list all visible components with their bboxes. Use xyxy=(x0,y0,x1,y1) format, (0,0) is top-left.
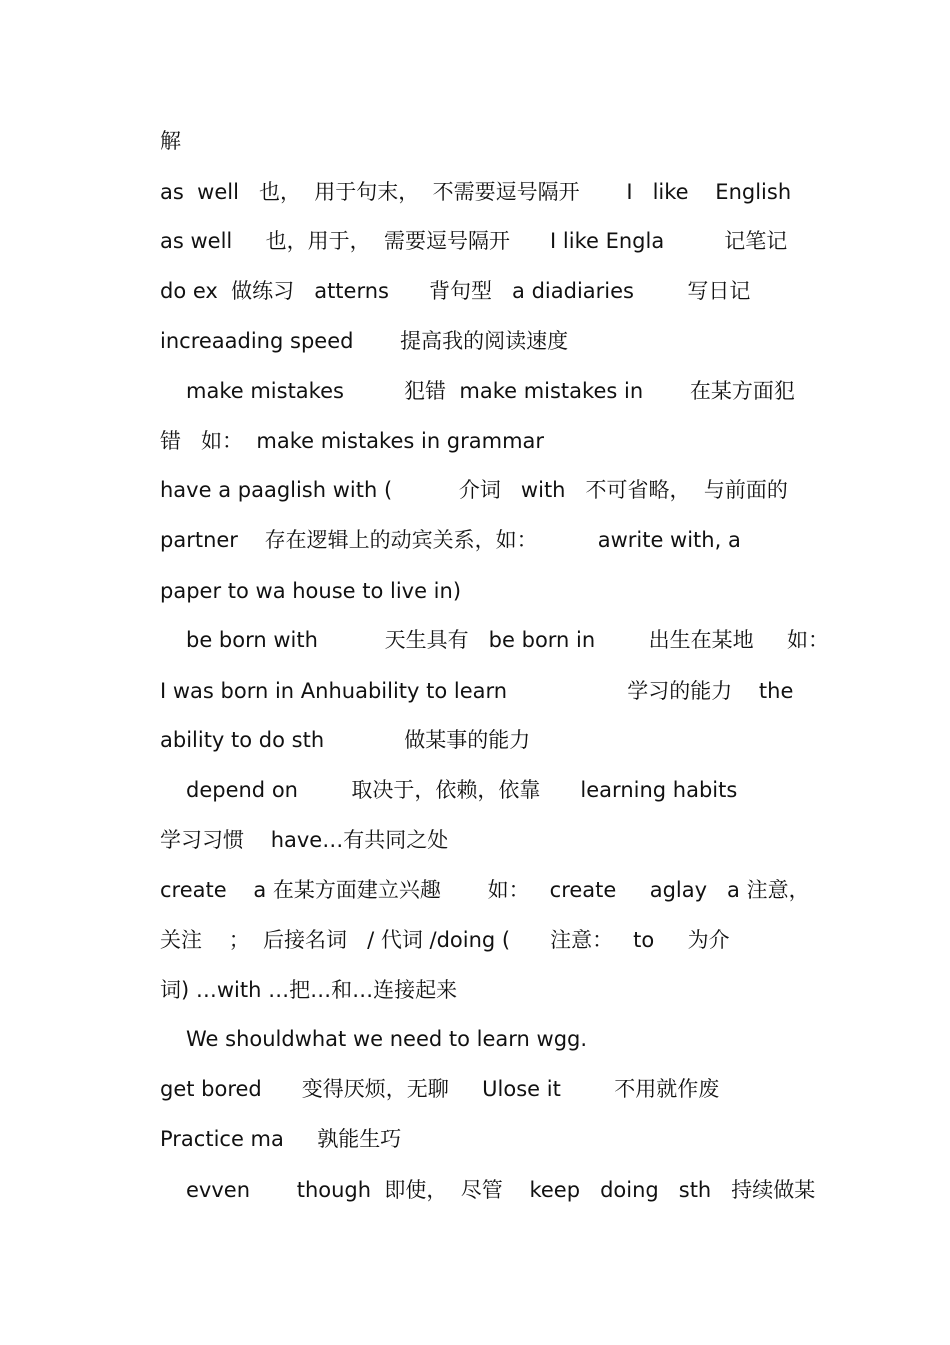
text-line: paper to wa house to live in) xyxy=(160,579,462,603)
text-line: increaading speed 提高我的阅读速度 xyxy=(160,329,569,353)
text-line: be born with 天生具有 be born in 出生在某地 如： xyxy=(186,628,829,652)
text-line: Practice ma 孰能生巧 xyxy=(160,1127,402,1151)
text-line: We shouldwhat we need to learn wgg. xyxy=(186,1027,588,1051)
text-line: do ex 做练习 atterns 背句型 a diadiaries 写日记 xyxy=(160,279,751,303)
text-line: 关注 ； 后接名词 / 代词 /doing ( 注意： to 为介 xyxy=(160,928,730,952)
text-line: ability to do sth 做某事的能力 xyxy=(160,728,531,752)
text-line: have a paaglish with ( 介词 with 不可省略， 与前面的 xyxy=(160,478,788,502)
text-line: evven though 即使， 尽管 keep doing sth 持续做某 xyxy=(186,1178,816,1202)
text-line: make mistakes 犯错 make mistakes in 在某方面犯 xyxy=(186,379,795,403)
text-line: partner 存在逻辑上的动宾关系，如： awrite with, a xyxy=(160,528,741,552)
text-line: depend on 取决于，依赖，依靠 learning habits xyxy=(186,778,738,802)
text-line: 错 如： make mistakes in grammar xyxy=(160,429,545,453)
text-line: get bored 变得厌烦，无聊 Ulose it 不用就作废 xyxy=(160,1077,720,1101)
text-line: 词) …with …把…和…连接起来 xyxy=(160,978,458,1002)
text-line: create a 在某方面建立兴趣 如： create aglay a 注意， xyxy=(160,878,810,902)
text-line: as well 也，用于， 需要逗号隔开 I like Engla 记笔记 xyxy=(160,229,788,253)
text-line: as well 也， 用于句末， 不需要逗号隔开 I like English xyxy=(160,180,792,204)
text-line: 学习习惯 have…有共同之处 xyxy=(160,828,449,852)
text-line: 解 xyxy=(160,129,181,153)
text-line: I was born in Anhuability to learn 学习的能力 the xyxy=(160,679,794,703)
